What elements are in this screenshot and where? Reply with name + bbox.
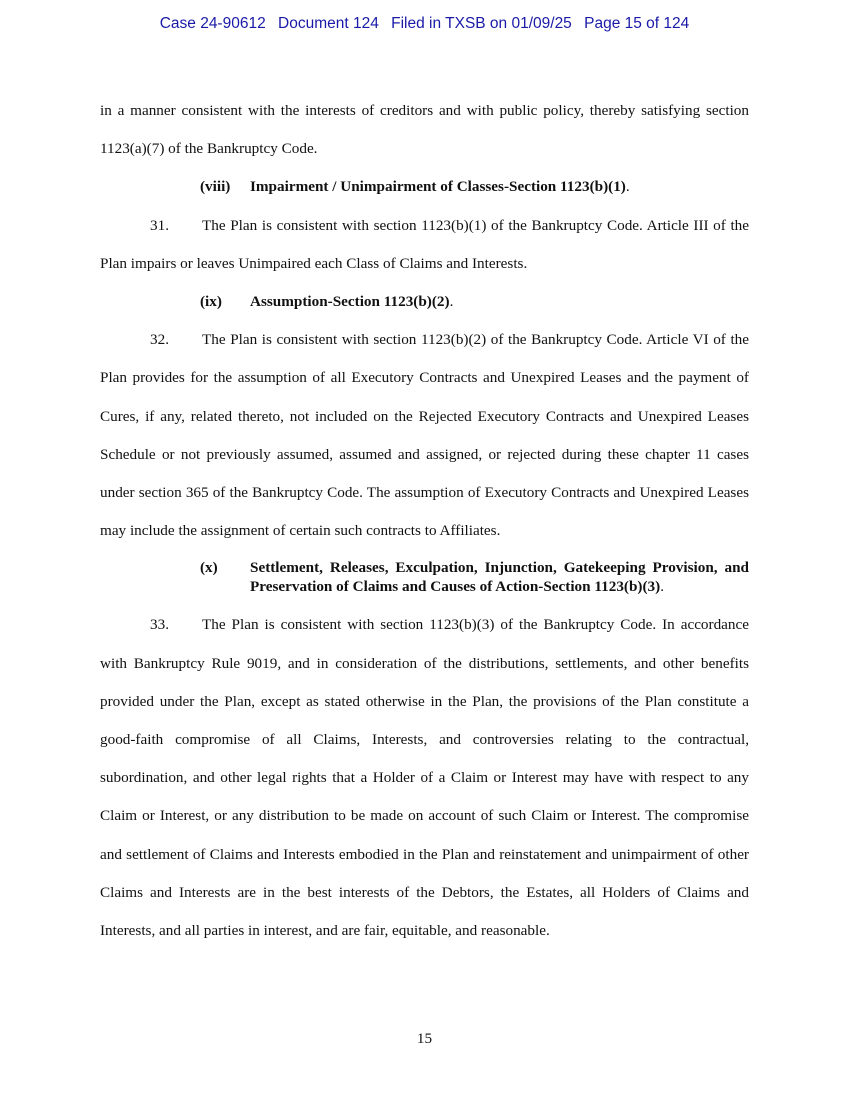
header-filed: Filed in TXSB on 01/09/25	[391, 15, 572, 32]
heading-x-numeral: (x)	[200, 559, 218, 577]
heading-viii-numeral: (viii)	[200, 178, 231, 196]
paragraph-33-number: 33.	[150, 616, 169, 634]
paragraph-intro: in a manner consistent with the interests of creditors and with public policy, thereby satisfying section 1123(a)(7) of the Bankruptcy Code.	[100, 102, 749, 158]
page-number: 15	[416, 1030, 433, 1047]
heading-viii-title: Impairment / Unimpairment of Classes-Section 1123(b)(1).	[250, 178, 630, 196]
paragraph-32-text: The Plan is consistent with section 1123(b)(2) of the Bankruptcy Code. Article VI of the Plan provides for the assumption of all Executory Contracts and Unexpired Leases and the payment of Cures, if any, related thereto, not included on the Rejected Executory Contracts and Unexpired Leases Schedule or not previously assumed, assumed and assigned, or rejected during these chapter 11 cases under section 365 of the Bankruptcy Code. The assumption of Executory Contracts and Unexpired Leases may include the assignment of certain such contracts to Affiliates.	[100, 331, 749, 540]
heading-x-title: Settlement, Releases, Exculpation, Injunction, Gatekeeping Provision, and Preservation of Claims and Causes of Action-Section 1123(b)(3).	[250, 559, 749, 596]
header-document: Document 124	[278, 15, 379, 32]
paragraph-32-number: 32.	[150, 331, 169, 349]
heading-ix-title: Assumption-Section 1123(b)(2).	[250, 293, 454, 311]
heading-x	[100, 550, 749, 606]
paragraph-31-number: 31.	[150, 216, 169, 234]
heading-ix	[100, 283, 749, 321]
ecf-header	[0, 15, 849, 33]
paragraph-31-text: The Plan is consistent with section 1123(b)(1) of the Bankruptcy Code. Article III of the Plan impairs or leaves Unimpaired each Class of Claims and Interests.	[100, 216, 749, 272]
document-body	[100, 92, 749, 950]
heading-ix-numeral: (ix)	[200, 293, 222, 311]
paragraph-33-text: The Plan is consistent with section 1123(b)(3) of the Bankruptcy Code. In accordance with Bankruptcy Rule 9019, and in consideration of the distributions, settlements, and other benefits provided under the Plan, except as stated otherwise in the Plan, the provisions of the Plan constitute a good-faith compromise of all Claims, Interests, and controversies relating to the contractual, subordination, and other legal rights that a Holder of a Claim or Interest may have with respect to any Claim or Interest, or any distribution to be made on account of such Claim or Interest. The compromise and settlement of Claims and Interests embodied in the Plan and reinstatement and unimpairment of other Claims and Interests are in the best interests of the Debtors, the Estates, all Holders of Claims and Interests, and all parties in interest, and are fair, equitable, and reasonable.	[100, 616, 749, 940]
paragraph-31	[100, 207, 749, 283]
header-case: Case 24-90612	[159, 15, 266, 32]
heading-viii	[100, 168, 749, 206]
paragraph-32	[100, 321, 749, 550]
header-page: Page 15 of 124	[584, 15, 690, 32]
paragraph-33	[100, 606, 749, 950]
